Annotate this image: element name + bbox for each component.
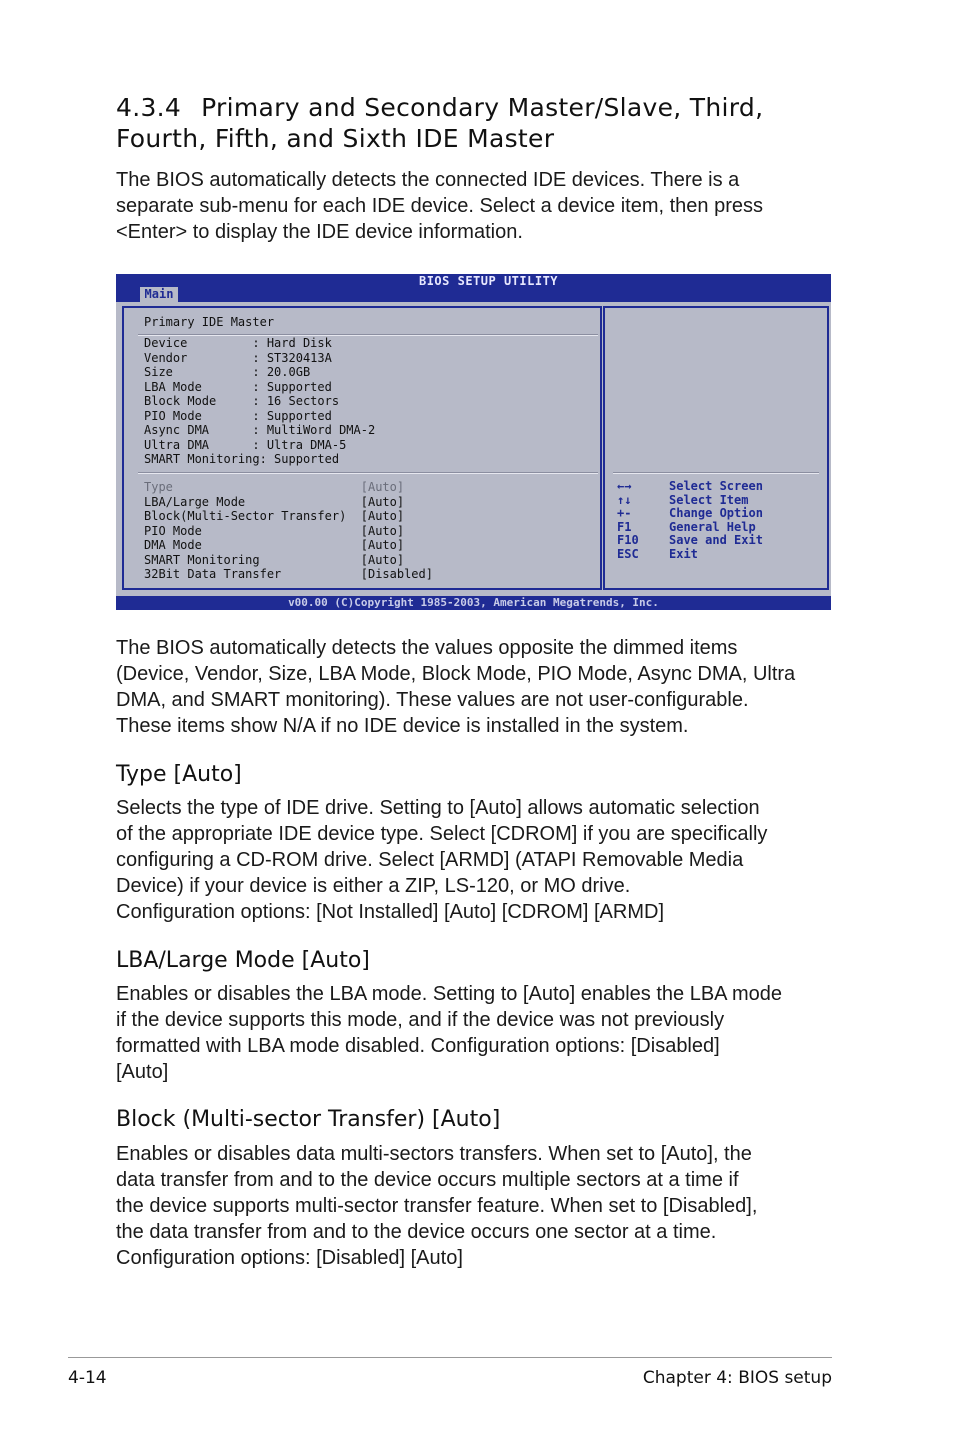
bios-copyright: v00.00 (C)Copyright 1985-2003, American Megatrends, Inc. (288, 596, 659, 609)
section-number: 4.3.4 (116, 93, 182, 122)
bios-info-line: Block Mode : 16 Sectors (144, 394, 340, 408)
type-line: configuring a CD-ROM drive. Select [ARMD] (ATAPI Removable Media (116, 849, 744, 871)
type-paragraph (116, 795, 846, 925)
bios-utility-title: BIOS SETUP UTILITY (418, 274, 559, 288)
bios-setting-smart-monitoring[interactable]: SMART Monitoring [Auto] (144, 552, 405, 567)
bios-info-line: Async DMA : MultiWord DMA-2 (144, 423, 376, 437)
bios-info-line: Vendor : ST320413A (144, 350, 332, 365)
hotkey-arrows-lr: ←→ (617, 479, 632, 493)
bios-info-line: PIO Mode : Supported (144, 408, 332, 423)
block-line: Configuration options: [Disabled] [Auto] (116, 1247, 463, 1269)
page-number: 4-14 (68, 1368, 107, 1388)
bios-setting-dma-mode[interactable]: DMA Mode [Auto] (144, 538, 405, 552)
bios-info-line: Device : Hard Disk (144, 336, 332, 350)
block-line: data transfer from and to the device occurs multiple sectors at a time if (116, 1169, 739, 1191)
bios-main-panel (122, 306, 602, 590)
intro-line: <Enter> to display the IDE device information. (116, 221, 523, 243)
type-line: Selects the type of IDE drive. Setting to [Auto] allows automatic selection (116, 797, 760, 819)
bios-info-line: LBA Mode : Supported (144, 379, 332, 394)
lba-line: if the device supports this mode, and if the device was not previously (116, 1009, 725, 1031)
detect-line: DMA, and SMART monitoring). These values are not user-configurable. (116, 689, 749, 711)
lba-heading: LBA/Large Mode [Auto] (116, 948, 370, 973)
lba-paragraph (116, 981, 846, 1085)
block-line: Enables or disables data multi-sectors transfers. When set to [Auto], the (116, 1143, 752, 1165)
footer-rule (68, 1357, 832, 1358)
detect-line: These items show N/A if no IDE device is installed in the system. (116, 715, 689, 737)
detect-line: (Device, Vendor, Size, LBA Mode, Block Mode, PIO Mode, Async DMA, Ultra (116, 663, 796, 685)
hotkey-f10: F10 (617, 533, 639, 547)
hotkey-action: Change Option (669, 506, 763, 520)
intro-line: separate sub-menu for each IDE device. Select a device item, then press (116, 195, 764, 217)
lba-line: formatted with LBA mode disabled. Configuration options: [Disabled] (116, 1035, 720, 1057)
block-line: the device supports multi-sector transfer feature. When set to [Disabled], (116, 1195, 758, 1217)
section-heading (116, 92, 876, 154)
bios-setting-lba-large-mode[interactable]: LBA/Large Mode [Auto] (144, 494, 405, 509)
hotkey-action: Select Item (669, 492, 749, 507)
section-heading-line1 (116, 92, 876, 123)
chapter-title: Chapter 4: BIOS setup (642, 1368, 832, 1388)
block-paragraph (116, 1141, 846, 1271)
block-heading: Block (Multi-sector Transfer) [Auto] (116, 1107, 501, 1132)
type-line: Configuration options: [Not Installed] [Auto] [CDROM] [ARMD] (116, 901, 664, 923)
bios-setting-pio-mode[interactable]: PIO Mode [Auto] (144, 523, 405, 538)
hotkey-action: Save and Exit (669, 533, 763, 547)
bios-setting-32bit-transfer[interactable]: 32Bit Data Transfer [Disabled] (144, 567, 433, 581)
bios-title-bar (116, 274, 831, 302)
hotkey-esc: ESC (617, 546, 639, 561)
bios-setting-type[interactable]: Type [Auto] (144, 480, 405, 494)
bios-separator (613, 472, 819, 474)
section-title-line1: Primary and Secondary Master/Slave, Third, (201, 93, 764, 122)
detect-line: The BIOS automatically detects the values opposite the dimmed items (116, 637, 738, 659)
bios-setting-block-transfer[interactable]: Block(Multi-Sector Transfer) [Auto] (144, 509, 405, 523)
hotkey-action: General Help (669, 519, 756, 534)
bios-status-bar (116, 596, 831, 610)
lba-line: [Auto] (116, 1061, 169, 1083)
bios-help-panel (603, 306, 829, 590)
bios-separator (138, 472, 598, 474)
bios-info-line: Size : 20.0GB (144, 365, 311, 379)
hotkey-action: Select Screen (669, 479, 763, 493)
hotkey-f1: F1 (617, 519, 632, 534)
detect-paragraph (116, 635, 846, 739)
type-heading: Type [Auto] (116, 762, 242, 787)
type-line: of the appropriate IDE device type. Select [CDROM] if you are specifically (116, 823, 768, 845)
bios-info-line: SMART Monitoring: Supported (144, 452, 340, 466)
intro-paragraph (116, 167, 846, 245)
hotkey-action: Exit (669, 546, 698, 561)
hotkey-arrows-ud: ↑↓ (617, 492, 632, 507)
hotkey-plus-minus: +- (617, 506, 632, 520)
lba-line: Enables or disables the LBA mode. Setting to [Auto] enables the LBA mode (116, 983, 782, 1005)
bios-tab-main[interactable]: Main (140, 287, 178, 302)
block-line: the data transfer from and to the device occurs one sector at a time. (116, 1221, 717, 1243)
intro-line: The BIOS automatically detects the connected IDE devices. There is a (116, 169, 740, 191)
bios-info-line: Ultra DMA : Ultra DMA-5 (144, 437, 347, 452)
bios-panel-title: Primary IDE Master (144, 315, 275, 329)
bios-screenshot (116, 274, 831, 610)
type-line: Device) if your device is either a ZIP, LS-120, or MO drive. (116, 875, 631, 897)
section-title-line2: Fourth, Fifth, and Sixth IDE Master (116, 124, 555, 153)
